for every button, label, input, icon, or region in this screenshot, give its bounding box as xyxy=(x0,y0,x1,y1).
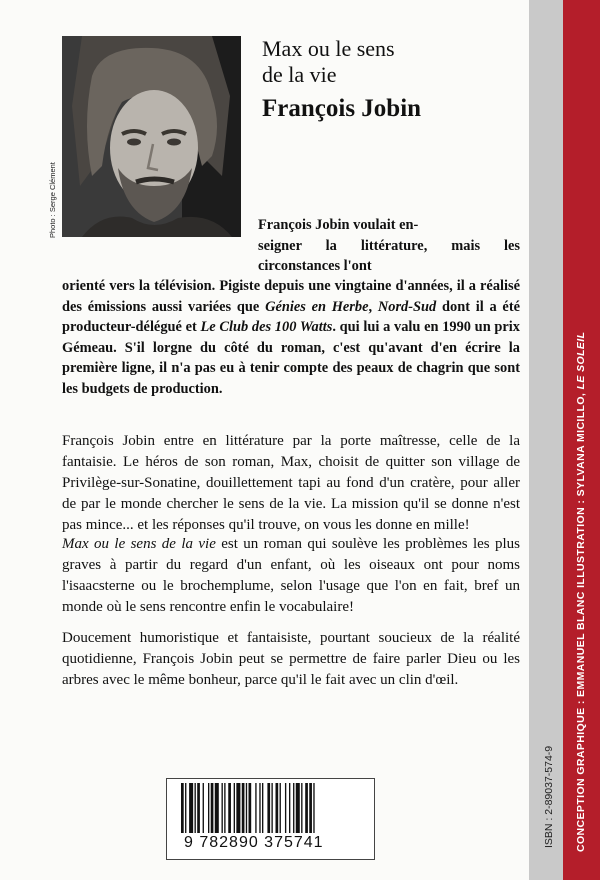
author-name: François Jobin xyxy=(262,95,422,122)
description-book-title: Max ou le sens de la vie xyxy=(62,536,216,552)
barcode-bar xyxy=(313,783,314,833)
photo-credit: Photo : Serge Clément xyxy=(48,162,57,238)
barcode-bar xyxy=(242,783,245,833)
barcode-bar xyxy=(267,783,270,833)
barcode-bar xyxy=(195,783,196,833)
barcode-bar xyxy=(181,783,184,833)
barcode-bar xyxy=(208,783,209,833)
author-bio-intro xyxy=(258,215,520,277)
barcode-bar xyxy=(211,783,214,833)
bio-separator: , xyxy=(368,298,378,315)
bio-text-b: dont il a été producteur-délégué et xyxy=(62,298,521,335)
barcode-bar xyxy=(280,783,281,833)
barcode-bar xyxy=(246,783,247,833)
barcode-bar xyxy=(276,783,279,833)
barcode-bar xyxy=(228,783,231,833)
barcode-bar xyxy=(305,783,308,833)
isbn-number: ISBN : 2-89037-574-9 xyxy=(543,745,555,848)
barcode-bar xyxy=(215,783,219,833)
author-bio xyxy=(62,276,520,399)
author-photo xyxy=(62,36,241,237)
credits-text: CONCEPTION GRAPHIQUE : EMMANUEL BLANC ILLUSTRATION : SYLVANA MICILLO, xyxy=(575,389,587,852)
barcode-bar xyxy=(222,783,223,833)
barcode-bar xyxy=(309,783,312,833)
design-credits xyxy=(575,332,587,852)
description-paragraph-3: Doucement humoristique et fantaisiste, pourtant soucieux de la réalité quotidienne, François Jobin peut se permettre de faire parler Dieu ou les arbres avec le même bonheur, parce qu'il le fait avec un clin d'œil. xyxy=(62,630,520,688)
description-paragraph-2-text: est un roman qui soulève les problèmes les plus graves à partir du regard d'un enfant, où les oiseaux ont pour noms l'isaacsterne ou le brochemplume, selon l'usage que l'on en fait, bref un monde où le sens rencontre enfin le vocabulaire! xyxy=(62,536,520,615)
barcode-bar xyxy=(262,783,263,833)
credits-newspaper: LE SOLEIL xyxy=(575,331,587,390)
book-title xyxy=(262,36,492,88)
barcode-bar xyxy=(259,783,260,833)
title-line-2: de la vie xyxy=(262,62,337,87)
barcode-bar xyxy=(234,783,235,833)
title-line-1: Max ou le sens xyxy=(262,36,395,61)
bio-text-a: orienté vers la télévision. Pigiste depuis une vingtaine d'années, il a réalisé des émissions aussi variées que xyxy=(62,278,520,315)
barcode-bar xyxy=(271,783,272,833)
bio-text-c: . qui lui a valu en 1990 un prix Gémeau. S'il lorgne du côté du roman, c'est qu'avant d'en écrire la première ligne, il n'a pas eu à tenir compte des peaux de chagrin que sont les budgets de production. xyxy=(62,319,520,397)
barcode-digits: 9 782890 375741 xyxy=(184,834,324,851)
barcode-bar xyxy=(224,783,225,833)
barcode-bar xyxy=(296,783,300,833)
bio-line-2: seigner la littérature, mais les circonstances l'ont xyxy=(258,237,520,274)
barcode-bar xyxy=(293,783,294,833)
barcode-bars xyxy=(167,779,374,837)
barcode-bar xyxy=(189,783,193,833)
bio-line-1: François Jobin voulait en- xyxy=(258,217,419,233)
barcode-bar xyxy=(203,783,204,833)
description-paragraph-2 xyxy=(62,534,520,618)
author-portrait-image xyxy=(62,36,241,237)
bio-show-title-3: Le Club des 100 Watts xyxy=(200,319,333,335)
barcode-bar xyxy=(285,783,286,833)
barcode-bar xyxy=(236,783,240,833)
barcode-bar xyxy=(185,783,186,833)
barcode-bar xyxy=(197,783,200,833)
bio-show-title-1: Génies en Herbe xyxy=(265,298,369,315)
barcode-bar xyxy=(249,783,252,833)
barcode-bar xyxy=(301,783,302,833)
description-paragraph-1: François Jobin entre en littérature par la porte maîtresse, celle de la fantaisie. Le héros de son roman, Max, choisit de quitter son village de Privilège-sur-Sonatine, douillettement tapi au fond d'un cratère, pour aller de par le monde chercher le sens de la vie. La mission qu'il se donne n'est pas mince... et les réponses qu'il trouve, on vous les donne en mille! xyxy=(62,433,520,533)
bio-show-title-2: Nord-Sud xyxy=(377,298,437,315)
barcode-bar xyxy=(289,783,290,833)
barcode-bar xyxy=(255,783,256,833)
